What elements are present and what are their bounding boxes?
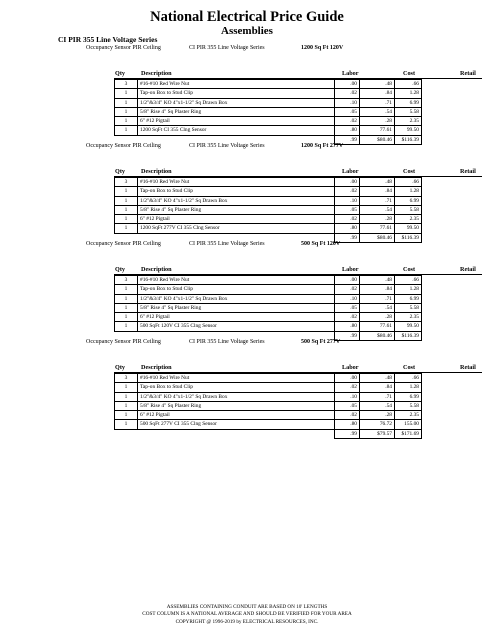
- table-row: [115, 401, 422, 410]
- cell-labor: .02: [335, 313, 360, 322]
- cell-retail: 2.35: [395, 411, 422, 420]
- items-table: [114, 275, 422, 341]
- cell-qty: 1: [115, 303, 138, 312]
- assembly-block: [86, 240, 486, 341]
- cell-qty: 1: [115, 205, 138, 214]
- table-row: [115, 411, 422, 420]
- cell-retail: 6.99: [395, 392, 422, 401]
- table-row: [115, 224, 422, 233]
- col-qty: Qty: [115, 266, 125, 273]
- cell-cost: .28: [360, 411, 395, 420]
- cell-retail: 1.28: [395, 187, 422, 196]
- cell-qty: 1: [115, 285, 138, 294]
- cell-retail: 5.58: [395, 107, 422, 116]
- cell-desc: 1/2"&3/4" KO 4"x1-1/2" Sq Drawn Box: [138, 392, 335, 401]
- cell-labor: .10: [335, 392, 360, 401]
- cell-qty: 3: [115, 80, 138, 89]
- total-retail: $171.69: [395, 429, 422, 438]
- table-row: [115, 285, 422, 294]
- cell-desc: Tap-on Box to Stud Clip: [138, 187, 335, 196]
- assembly-size: 1200 Sq Ft 277V: [301, 143, 344, 149]
- cell-retail: 99.50: [395, 322, 422, 331]
- cell-qty: 1: [115, 322, 138, 331]
- cell-labor: .00: [335, 374, 360, 383]
- cell-desc: 1/2"&3/4" KO 4"x1-1/2" Sq Drawn Box: [138, 196, 335, 205]
- cell-cost: .84: [360, 383, 395, 392]
- cell-retail: 2.35: [395, 313, 422, 322]
- col-description: Description: [141, 70, 172, 77]
- footer-line-conduit: ASSEMBLIES CONTAINING CONDUIT ARE BASED ON 10' LENGTHS: [166, 604, 328, 610]
- cell-cost: 77.61: [360, 224, 395, 233]
- cell-labor: .05: [335, 303, 360, 312]
- table-row: [115, 215, 422, 224]
- table-row: [115, 383, 422, 392]
- cell-desc: 500 SqFt 277V CI 355 Clng Sensor: [138, 420, 335, 429]
- cell-qty: 3: [115, 276, 138, 285]
- table-row: [115, 374, 422, 383]
- total-retail: $116.39: [395, 331, 422, 340]
- col-retail: Retail: [460, 70, 476, 77]
- cell-labor: .02: [335, 89, 360, 98]
- cell-cost: .54: [360, 303, 395, 312]
- col-labor: Labor: [342, 168, 359, 175]
- cell-qty: 1: [115, 107, 138, 116]
- cell-labor: .02: [335, 215, 360, 224]
- cell-labor: .05: [335, 401, 360, 410]
- col-qty: Qty: [115, 70, 125, 77]
- cell-qty: 1: [115, 215, 138, 224]
- total-labor: .99: [335, 135, 360, 144]
- items-table: [114, 177, 422, 243]
- table-row: [115, 276, 422, 285]
- cell-desc: Tap-on Box to Stud Clip: [138, 89, 335, 98]
- col-cost: Cost: [403, 168, 416, 175]
- cell-desc: 1200 SqFt CI 355 Clng Sensor: [138, 126, 335, 135]
- cell-retail: 1.28: [395, 285, 422, 294]
- assembly-header: [86, 44, 486, 70]
- cell-desc: #16-#10 Red Wire Nut: [138, 374, 335, 383]
- cell-cost: .48: [360, 276, 395, 285]
- cell-qty: 1: [115, 383, 138, 392]
- cell-desc: 6" #12 Pigtail: [138, 411, 335, 420]
- footer-note: [0, 604, 494, 626]
- col-labor: Labor: [342, 70, 359, 77]
- cell-desc: Tap-on Box to Stud Clip: [138, 383, 335, 392]
- cell-desc: 5/8" Rise 4" Sq Plaster Ring: [138, 205, 335, 214]
- cell-qty: 1: [115, 294, 138, 303]
- cell-labor: .10: [335, 294, 360, 303]
- page-subtitle: Assemblies: [221, 25, 273, 37]
- cell-desc: 5/8" Rise 4" Sq Plaster Ring: [138, 401, 335, 410]
- assembly-header: [86, 338, 486, 364]
- cell-cost: 77.61: [360, 322, 395, 331]
- cell-cost: .28: [360, 313, 395, 322]
- assembly-block: [86, 338, 486, 439]
- cell-desc: 1/2"&3/4" KO 4"x1-1/2" Sq Drawn Box: [138, 98, 335, 107]
- col-retail: Retail: [460, 168, 476, 175]
- assembly-block: [86, 142, 486, 243]
- cell-qty: 1: [115, 126, 138, 135]
- total-cost: $80.46: [360, 135, 395, 144]
- table-row: [115, 187, 422, 196]
- footer-line-copyright: COPYRIGHT @ 1996-2019 by ELECTRICAL RESOURCES, INC.: [175, 618, 319, 625]
- cell-cost: .71: [360, 196, 395, 205]
- cell-labor: .80: [335, 322, 360, 331]
- total-retail: $116.39: [395, 135, 422, 144]
- assembly-size: 1200 Sq Ft 120V: [301, 45, 344, 51]
- cell-labor: .80: [335, 126, 360, 135]
- cell-desc: Tap-on Box to Stud Clip: [138, 285, 335, 294]
- cell-labor: .02: [335, 285, 360, 294]
- cell-qty: 1: [115, 420, 138, 429]
- table-row: [115, 392, 422, 401]
- assembly-header: [86, 142, 486, 168]
- table-row: [115, 294, 422, 303]
- cell-retail: 5.58: [395, 205, 422, 214]
- cell-desc: 1200 SqFt 277V CI 355 Clng Sensor: [138, 224, 335, 233]
- cell-qty: 1: [115, 187, 138, 196]
- cell-retail: .66: [395, 276, 422, 285]
- cell-retail: 5.58: [395, 303, 422, 312]
- col-labor: Labor: [342, 266, 359, 273]
- table-row: [115, 178, 422, 187]
- total-retail: $116.39: [395, 233, 422, 242]
- cell-retail: 5.58: [395, 401, 422, 410]
- col-qty: Qty: [115, 364, 125, 371]
- cell-desc: 5/8" Rise 4" Sq Plaster Ring: [138, 303, 335, 312]
- cell-desc: #16-#10 Red Wire Nut: [138, 276, 335, 285]
- items-table: [114, 373, 422, 439]
- cell-qty: 3: [115, 374, 138, 383]
- cell-cost: 76.72: [360, 420, 395, 429]
- section-heading: CI PIR 355 Line Voltage Series: [58, 35, 158, 44]
- cell-cost: .71: [360, 294, 395, 303]
- cell-desc: #16-#10 Red Wire Nut: [138, 80, 335, 89]
- cell-cost: .84: [360, 187, 395, 196]
- assembly-series: CI PIR 355 Line Voltage Series: [189, 241, 265, 247]
- cell-qty: 1: [115, 401, 138, 410]
- table-row: [115, 313, 422, 322]
- total-cost: $79.57: [360, 429, 395, 438]
- col-description: Description: [141, 266, 172, 273]
- table-row: [115, 117, 422, 126]
- cell-desc: 1/2"&3/4" KO 4"x1-1/2" Sq Drawn Box: [138, 294, 335, 303]
- cell-cost: .28: [360, 117, 395, 126]
- items-table: [114, 79, 422, 145]
- col-description: Description: [141, 168, 172, 175]
- cell-desc: 6" #12 Pigtail: [138, 117, 335, 126]
- cell-labor: .05: [335, 205, 360, 214]
- cell-retail: 99.50: [395, 126, 422, 135]
- page-title: National Electrical Price Guide: [150, 9, 344, 25]
- cell-labor: .00: [335, 178, 360, 187]
- cell-retail: .66: [395, 178, 422, 187]
- table-row: [115, 80, 422, 89]
- assembly-type: Occupancy Sensor PIR Ceiling: [86, 241, 161, 247]
- footer-line-cost: COST COLUMN IS A NATIONAL AVERAGE AND SHOULD BE VERIFIED FOR YOUR AREA: [142, 611, 352, 618]
- cell-labor: .00: [335, 276, 360, 285]
- cell-qty: 1: [115, 98, 138, 107]
- cell-qty: 3: [115, 178, 138, 187]
- cell-retail: 2.35: [395, 117, 422, 126]
- cell-qty: 1: [115, 313, 138, 322]
- assembly-series: CI PIR 355 Line Voltage Series: [189, 143, 265, 149]
- assembly-type: Occupancy Sensor PIR Ceiling: [86, 339, 161, 345]
- total-cost: $80.46: [360, 331, 395, 340]
- table-row: [115, 303, 422, 312]
- cell-retail: 1.28: [395, 383, 422, 392]
- assembly-type: Occupancy Sensor PIR Ceiling: [86, 143, 161, 149]
- cell-cost: .54: [360, 401, 395, 410]
- col-retail: Retail: [460, 266, 476, 273]
- cell-retail: 6.99: [395, 196, 422, 205]
- assembly-size: 500 Sq Ft 120V: [301, 241, 341, 247]
- cell-cost: .48: [360, 178, 395, 187]
- table-row: [115, 322, 422, 331]
- cell-retail: 6.99: [395, 98, 422, 107]
- cell-desc: 500 SqFt 120V CI 355 Clng Sensor: [138, 322, 335, 331]
- table-row: [115, 196, 422, 205]
- cell-desc: #16-#10 Red Wire Nut: [138, 178, 335, 187]
- cell-cost: .54: [360, 205, 395, 214]
- cell-retail: 99.50: [395, 224, 422, 233]
- table-row: [115, 205, 422, 214]
- assembly-header: [86, 240, 486, 266]
- cell-desc: 6" #12 Pigtail: [138, 215, 335, 224]
- cell-cost: .84: [360, 89, 395, 98]
- cell-labor: .02: [335, 117, 360, 126]
- cell-labor: .05: [335, 107, 360, 116]
- assembly-series: CI PIR 355 Line Voltage Series: [189, 45, 265, 51]
- total-labor: .99: [335, 429, 360, 438]
- assembly-size: 500 Sq Ft 277V: [301, 339, 341, 345]
- col-retail: Retail: [460, 364, 476, 371]
- cell-retail: .66: [395, 80, 422, 89]
- cell-qty: 1: [115, 117, 138, 126]
- cell-cost: .54: [360, 107, 395, 116]
- assembly-block: [86, 44, 486, 145]
- cell-cost: 77.61: [360, 126, 395, 135]
- cell-labor: .80: [335, 420, 360, 429]
- cell-qty: 1: [115, 392, 138, 401]
- cell-retail: .66: [395, 374, 422, 383]
- cell-cost: .71: [360, 98, 395, 107]
- cell-retail: 6.99: [395, 294, 422, 303]
- cell-qty: 1: [115, 196, 138, 205]
- col-qty: Qty: [115, 168, 125, 175]
- cell-cost: .84: [360, 285, 395, 294]
- cell-desc: 6" #12 Pigtail: [138, 313, 335, 322]
- cell-labor: .00: [335, 80, 360, 89]
- col-labor: Labor: [342, 364, 359, 371]
- assembly-type: Occupancy Sensor PIR Ceiling: [86, 45, 161, 51]
- cell-qty: 1: [115, 89, 138, 98]
- col-cost: Cost: [403, 364, 416, 371]
- total-cost: $80.46: [360, 233, 395, 242]
- col-cost: Cost: [403, 70, 416, 77]
- totals-row: [115, 429, 422, 438]
- cell-qty: 1: [115, 411, 138, 420]
- table-row: [115, 89, 422, 98]
- cell-cost: .71: [360, 392, 395, 401]
- cell-retail: 155.00: [395, 420, 422, 429]
- cell-labor: .02: [335, 411, 360, 420]
- cell-qty: 1: [115, 224, 138, 233]
- cell-cost: .28: [360, 215, 395, 224]
- cell-labor: .10: [335, 98, 360, 107]
- total-labor: .99: [335, 331, 360, 340]
- table-row: [115, 98, 422, 107]
- table-row: [115, 420, 422, 429]
- cell-retail: 2.35: [395, 215, 422, 224]
- table-row: [115, 107, 422, 116]
- col-cost: Cost: [403, 266, 416, 273]
- col-description: Description: [141, 364, 172, 371]
- cell-desc: 5/8" Rise 4" Sq Plaster Ring: [138, 107, 335, 116]
- cell-labor: .02: [335, 383, 360, 392]
- cell-cost: .48: [360, 374, 395, 383]
- total-labor: .99: [335, 233, 360, 242]
- cell-retail: 1.28: [395, 89, 422, 98]
- cell-cost: .48: [360, 80, 395, 89]
- cell-labor: .02: [335, 187, 360, 196]
- cell-labor: .10: [335, 196, 360, 205]
- table-row: [115, 126, 422, 135]
- assembly-series: CI PIR 355 Line Voltage Series: [189, 339, 265, 345]
- cell-labor: .80: [335, 224, 360, 233]
